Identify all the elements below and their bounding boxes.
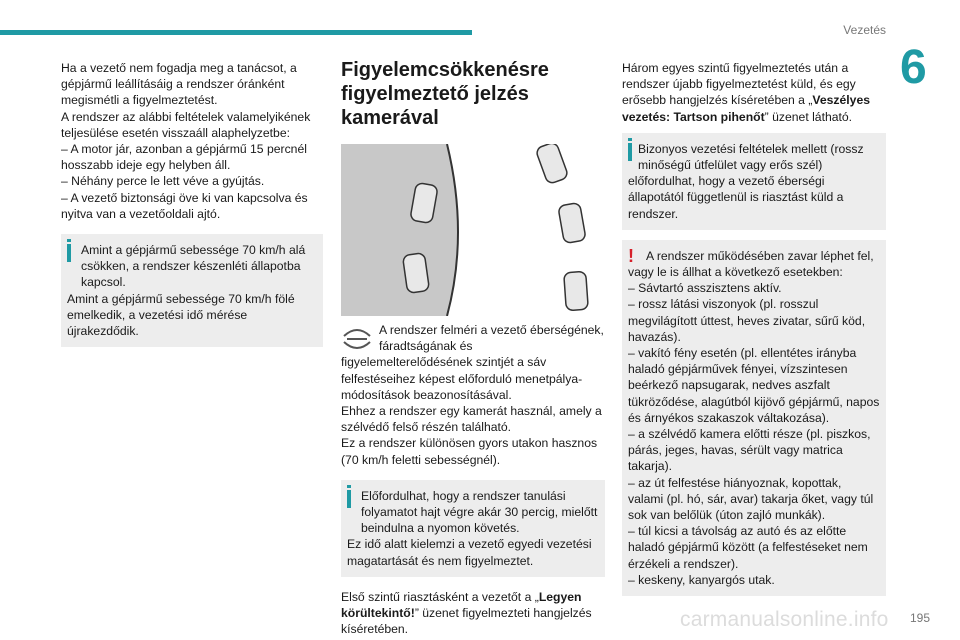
section-title: Figyelemcsökkenésre figyelmeztető jelzés kamerával [341,59,549,129]
page-number: 195 [910,611,931,625]
list-item: – Sávtartó asszisztens aktív. [628,281,782,296]
list-item: – keskeny, kanyargós utak. [628,572,775,587]
list-item: – az út felfestése hiányoznak, kopottak, valami (pl. hó, sár, avar) takarja őket, vagy túl sok van belőlük (úton zajló munkák). [628,475,874,523]
chapter-number: 6 [900,41,927,94]
info-icon [347,490,351,508]
alert-message: Veszélyes vezetés: Tartson pihenőt [622,93,870,124]
alert-message: Legyen körültekintő! [341,589,582,621]
list-item: – a szélvédő kamera előtti része (pl. piszkos, párás, jeges, havas, sérült vagy matrica takarja). [628,427,871,474]
driver-attention-icon [341,324,373,354]
lane-drift-illustration [341,144,603,316]
list-item: – Néhány perce le lett véve a gyújtás. [61,174,265,189]
paragraph: Ha a vezető nem fogadja meg a tanácsot, a gépjármű leállításáig a rendszer óránként megismétli a figyelmeztetést. [61,61,297,108]
info-text: Előfordulhat, hogy a rendszer tanulási folyamatot hajt végre akár 30 percig, mielőtt beindulna a nyomon követés. [361,488,598,536]
list-item: – A vezető biztonsági öve ki van kapcsolva és nyitva van a vezetőoldali ajtó. [61,190,308,221]
info-box [61,234,323,347]
warning-icon: ! [628,245,634,266]
info-text: Ez idő alatt kielemzi a vezető egyedi vezetési magatartását és nem figyelmeztet. [347,537,592,568]
watermark: carmanualsonline.info [680,608,889,631]
section-name: Vezetés [843,23,886,37]
paragraph: Ehhez a rendszer egy kamerát használ, amely a szélvédő felső részén található. [341,404,602,435]
list-item: – rossz látási viszonyok (pl. rosszul megvilágított úttest, heves zivatar, sűrű köd, havazás). [628,297,866,344]
paragraph: Első szintű riasztásként a vezetőt a „Legyen körültekintő!” üzenet figyelmezteti hangjelzés kíséretében. [341,589,592,637]
list-item: – A motor jár, azonban a gépjármű 15 percnél hosszabb ideje egy helyben áll. [61,142,307,173]
list-item: – vakító fény esetén (pl. ellentétes irányba haladó gépjárművek fényei, vízszintesen beérkező napsugarak, nedves aszfalt tükröződése, alagútból kijövő gépjármű, napos és árnyékos szakaszok váltakozása). [628,346,880,425]
list-item: – túl kicsi a távolság az autó és az előtte haladó gépjármű között (a felfestéseket nem érzékeli a rendszer). [628,524,868,571]
info-text: Bizonyos vezetési feltételek mellett (rossz minőségű útfelület vagy erős szél) előfordulhat, hogy a vezető éberségi állapotától függetlenül is riasztást küld a rendszer. [628,141,864,221]
paragraph: Három egyes szintű figyelmeztetés után a rendszer újabb figyelmeztetést küld, és egy erősebb hangjelzés kíséretében a „Veszélyes vezetés: Tartson pihenőt” üzenet látható. [622,61,870,124]
paragraph: A rendszer az alábbi feltételek valamelyikének teljesülése esetén visszaáll alaphelyzetbe: [61,109,311,140]
warning-text: A rendszer működésében zavar léphet fel, vagy le is állhat a következő esetekben: [628,248,874,280]
column-1 [61,60,323,347]
info-icon [67,244,71,262]
header-accent-bar [0,30,472,35]
car-swerving-icon [341,144,603,316]
paragraph: Ez a rendszer különösen gyors utakon hasznos (70 km/h feletti sebességnél). [341,436,598,467]
info-box [341,480,605,577]
info-text: Amint a gépjármű sebessége 70 km/h alá csökken, a rendszer készenléti állapotba kapcsol. [81,243,306,290]
info-icon [628,143,632,161]
column-3 [622,60,886,596]
paragraph: A rendszer felméri a vezető éberségének, fáradtságának és figyelemelterelődésének szintjét a sáv felfestéseihez képest előforduló menetpálya-módosítások beazonosításával. [341,323,604,402]
warning-box [622,240,886,596]
info-text: Amint a gépjármű sebessége 70 km/h fölé emelkedik, a vezetési idő mérése újrakezdődik. [67,291,295,339]
info-box [622,133,886,230]
column-2 [341,58,605,637]
